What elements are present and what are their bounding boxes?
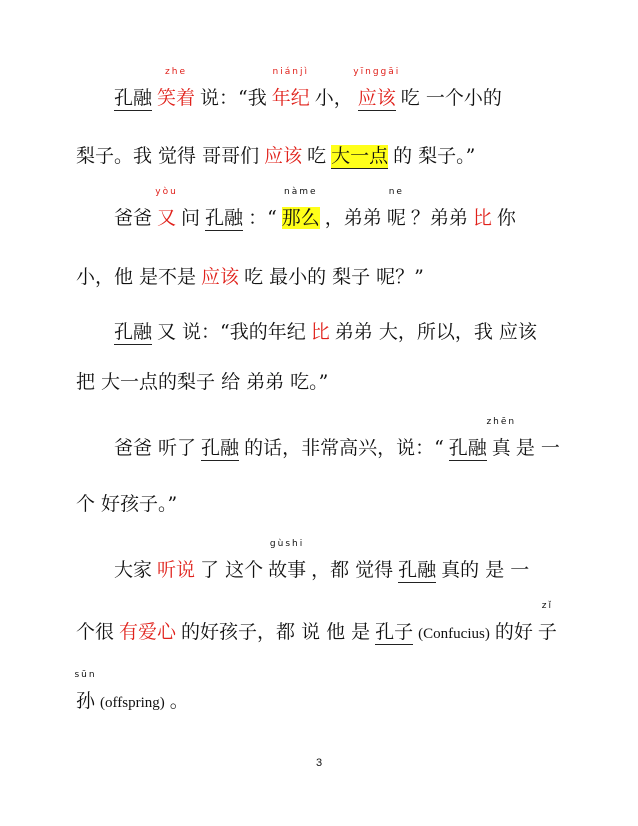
- text-segment: [497, 206, 516, 230]
- text-segment: [441, 558, 529, 582]
- text-line: [114, 320, 537, 344]
- text-segment: [516, 436, 560, 460]
- underlined-name: 孔融: [114, 321, 153, 343]
- underlined-name: 孔融: [114, 87, 153, 109]
- text-segment: 大家: [114, 559, 153, 581]
- text-segment: 真的 是 一: [441, 559, 530, 581]
- text-segment: [486, 417, 517, 460]
- text-segment: [114, 206, 152, 230]
- text-segment: 问: [181, 207, 201, 229]
- text-segment: [311, 320, 330, 344]
- text-segment: (offspring): [100, 695, 165, 711]
- text-segment: [411, 206, 468, 230]
- text-line: [114, 417, 560, 460]
- pinyin-annotation: sūn: [74, 670, 97, 680]
- pinyin-annotation: zǐ: [541, 601, 553, 611]
- text-segment: 的好: [494, 621, 533, 643]
- key-vocabulary: 又: [157, 207, 177, 229]
- text-segment: 吃: [307, 145, 327, 167]
- text-segment: [205, 206, 243, 230]
- text-line: [74, 670, 189, 715]
- text-segment: 说：“我: [200, 87, 267, 109]
- pinyin-annotation: yòu: [155, 187, 178, 197]
- text-segment: [331, 144, 388, 168]
- text-segment: 孙: [76, 690, 96, 712]
- text-segment: 的 梨子。”: [393, 145, 476, 167]
- text-line: [114, 539, 530, 582]
- text-segment: ，弟弟: [324, 207, 382, 229]
- text-segment: [76, 144, 259, 168]
- text-segment: 的好孩子，都 说 他 是: [181, 621, 371, 643]
- text-segment: [157, 558, 195, 582]
- text-segment: [76, 370, 328, 394]
- text-segment: [76, 265, 196, 289]
- text-segment: [100, 689, 165, 715]
- text-segment: [418, 620, 490, 646]
- text-segment: ：“: [248, 207, 277, 229]
- page-number: 3: [315, 757, 323, 769]
- underlined-name: 孔子: [375, 621, 414, 643]
- text-line: [76, 265, 424, 289]
- pinyin-annotation: ne: [388, 187, 404, 197]
- text-segment: 个 好孩子。”: [76, 493, 178, 515]
- text-segment: [114, 436, 196, 460]
- key-vocabulary: 有爱心: [119, 621, 177, 643]
- text-segment: [353, 67, 401, 110]
- text-segment: [200, 558, 263, 582]
- text-segment: 是 一: [515, 437, 560, 459]
- text-segment: 了 这个: [200, 559, 264, 581]
- text-segment: [200, 86, 267, 110]
- pinyin-annotation: nàme: [284, 187, 318, 197]
- text-line: [114, 67, 502, 110]
- text-segment: ？弟弟: [410, 207, 468, 229]
- text-segment: 的话，非常高兴，说：“: [244, 437, 444, 459]
- underlined-name: 大一点: [331, 145, 389, 167]
- text-segment: 个很: [76, 621, 115, 643]
- text-segment: 爸爸: [114, 207, 153, 229]
- text-segment: 呢: [386, 207, 406, 229]
- text-segment: [76, 492, 177, 516]
- text-segment: [449, 436, 487, 460]
- underlined-name: 孔融: [205, 207, 244, 229]
- text-segment: 子: [537, 621, 557, 643]
- highlighted-phrase: 那么: [281, 207, 320, 229]
- text-line: [76, 370, 328, 394]
- pinyin-annotation: zhēn: [486, 417, 517, 427]
- text-segment: [114, 86, 152, 110]
- text-segment: 爸爸 听了: [114, 437, 197, 459]
- key-vocabulary: 比: [472, 207, 492, 229]
- text-segment: [386, 187, 406, 230]
- text-line: [114, 187, 516, 230]
- text-segment: [201, 436, 239, 460]
- underlined-name: 孔融: [398, 559, 437, 581]
- text-segment: 梨子。我 觉得 哥哥们: [76, 145, 260, 167]
- text-segment: [271, 67, 310, 110]
- underlined-name: 孔融: [448, 437, 487, 459]
- text-segment: [201, 265, 239, 289]
- text-segment: [181, 206, 200, 230]
- text-segment: 吃 最小的 梨子 呢？”: [244, 266, 424, 288]
- text-segment: [157, 67, 196, 110]
- text-segment: [244, 436, 444, 460]
- text-segment: [264, 144, 302, 168]
- text-segment: [325, 206, 382, 230]
- pinyin-annotation: gùshi: [269, 539, 305, 549]
- text-segment: [307, 144, 326, 168]
- key-vocabulary: 比: [310, 321, 330, 343]
- key-vocabulary: 笑着: [157, 87, 196, 109]
- text-segment: [375, 620, 413, 644]
- text-segment: [181, 620, 370, 644]
- text-segment: [401, 86, 502, 110]
- text-line: [76, 601, 557, 646]
- pinyin-annotation: niánjì: [272, 67, 309, 77]
- text-segment: 真: [491, 437, 511, 459]
- text-segment: [114, 320, 152, 344]
- key-vocabulary: 应该: [264, 145, 303, 167]
- text-segment: 故事: [268, 559, 307, 581]
- text-segment: 又 说：“我的年纪: [157, 321, 306, 343]
- text-segment: [495, 620, 533, 644]
- text-segment: 。: [169, 690, 189, 712]
- pinyin-annotation: zhe: [165, 67, 187, 77]
- text-line: [76, 492, 177, 516]
- text-segment: [335, 320, 537, 344]
- text-segment: [74, 670, 97, 713]
- text-line: [76, 144, 475, 168]
- text-segment: [537, 601, 557, 644]
- text-segment: 你: [496, 207, 516, 229]
- text-segment: [170, 689, 189, 713]
- pinyin-annotation: yīnggāi: [353, 67, 401, 77]
- text-segment: [311, 558, 393, 582]
- text-segment: [268, 539, 307, 582]
- text-segment: 把 大一点的梨子 给 弟弟 吃。”: [76, 371, 329, 393]
- text-segment: [248, 206, 277, 230]
- text-segment: [473, 206, 492, 230]
- key-vocabulary: 应该: [201, 266, 240, 288]
- key-vocabulary: 年纪: [271, 87, 310, 109]
- text-segment: [244, 265, 424, 289]
- text-segment: 吃 一个小的: [400, 87, 502, 109]
- text-segment: (Confucius): [418, 626, 490, 642]
- text-segment: [281, 187, 320, 230]
- text-segment: [114, 558, 152, 582]
- text-segment: 弟弟 大，所以，我 应该: [334, 321, 537, 343]
- text-segment: 小，他 是不是: [76, 266, 197, 288]
- text-segment: [315, 86, 353, 110]
- underlined-name: 应该: [357, 87, 396, 109]
- text-segment: [398, 558, 436, 582]
- underlined-name: 孔融: [201, 437, 240, 459]
- text-segment: [119, 620, 176, 644]
- text-segment: [76, 620, 114, 644]
- text-segment: [155, 187, 178, 230]
- key-vocabulary: 听说: [157, 559, 196, 581]
- text-segment: [157, 320, 306, 344]
- text-segment: 小，: [314, 87, 353, 109]
- text-segment: [393, 144, 475, 168]
- text-segment: ，都 觉得: [311, 559, 394, 581]
